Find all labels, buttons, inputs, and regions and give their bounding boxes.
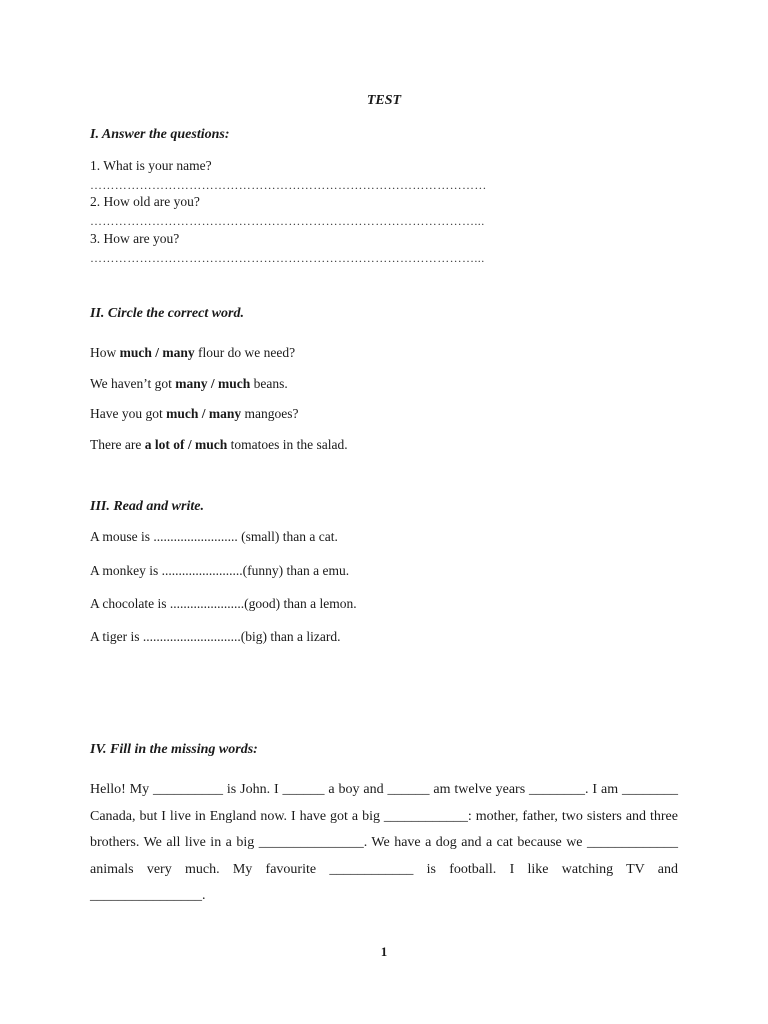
write-item-1: A mouse is ......................... (small) than a cat. <box>90 529 338 544</box>
circle-item-2-pre: We haven’t got <box>90 376 176 391</box>
write-item-3: A chocolate is ......................(good) than a lemon. <box>90 596 357 611</box>
circle-item-1-choice: much / many <box>119 345 195 360</box>
document-title: TEST <box>366 93 402 108</box>
circle-item-3-pre: Have you got <box>90 406 167 421</box>
circle-item-3-choice: much / many <box>166 406 242 421</box>
circle-item-3-post: mangoes? <box>241 406 299 421</box>
circle-item-1 <box>90 345 295 361</box>
fill-in-paragraph: Hello! My __________ is John. I ______ a boy and ______ am twelve years ________. I am ________ Canada, but I live in England now. I have got a big ____________: mother, father, two sisters and three brothers. We all live in a big _______________. We have a dog and a cat because we _____________ animals very much. My favourite ____________ is football. I like watching TV and ________________. <box>90 782 678 903</box>
circle-item-1-pre: How <box>90 345 120 360</box>
section-1-heading: I. Answer the questions: <box>90 127 230 142</box>
question-1: 1. What is your name? <box>90 158 212 173</box>
section-3-heading: III. Read and write. <box>90 499 204 514</box>
circle-item-3 <box>90 406 298 422</box>
circle-item-2 <box>90 376 288 392</box>
question-3: 3. How are you? <box>90 231 180 246</box>
circle-item-4-choice: a lot of / much <box>144 437 228 452</box>
circle-item-4-post: tomatoes in the salad. <box>227 437 348 452</box>
answer-line-1: …………………………………………………………………………………… <box>90 178 487 192</box>
circle-item-1-post: flour do we need? <box>194 345 296 360</box>
section-2-heading: II. Circle the correct word. <box>90 306 244 321</box>
question-2: 2. How old are you? <box>90 194 200 209</box>
answer-line-2: …………………………………………………………………………………... <box>90 214 485 228</box>
write-item-2: A monkey is ........................(funny) than a emu. <box>90 563 350 578</box>
circle-item-4-pre: There are <box>90 437 145 452</box>
answer-line-3: …………………………………………………………………………………... <box>90 251 485 265</box>
page-number: 1 <box>380 944 388 959</box>
circle-item-2-post: beans. <box>250 376 288 391</box>
circle-item-2-choice: many / much <box>175 376 251 391</box>
section-4-heading: IV. Fill in the missing words: <box>90 742 258 757</box>
write-item-4: A tiger is .............................(big) than a lizard. <box>90 629 341 644</box>
circle-item-4 <box>90 437 348 453</box>
